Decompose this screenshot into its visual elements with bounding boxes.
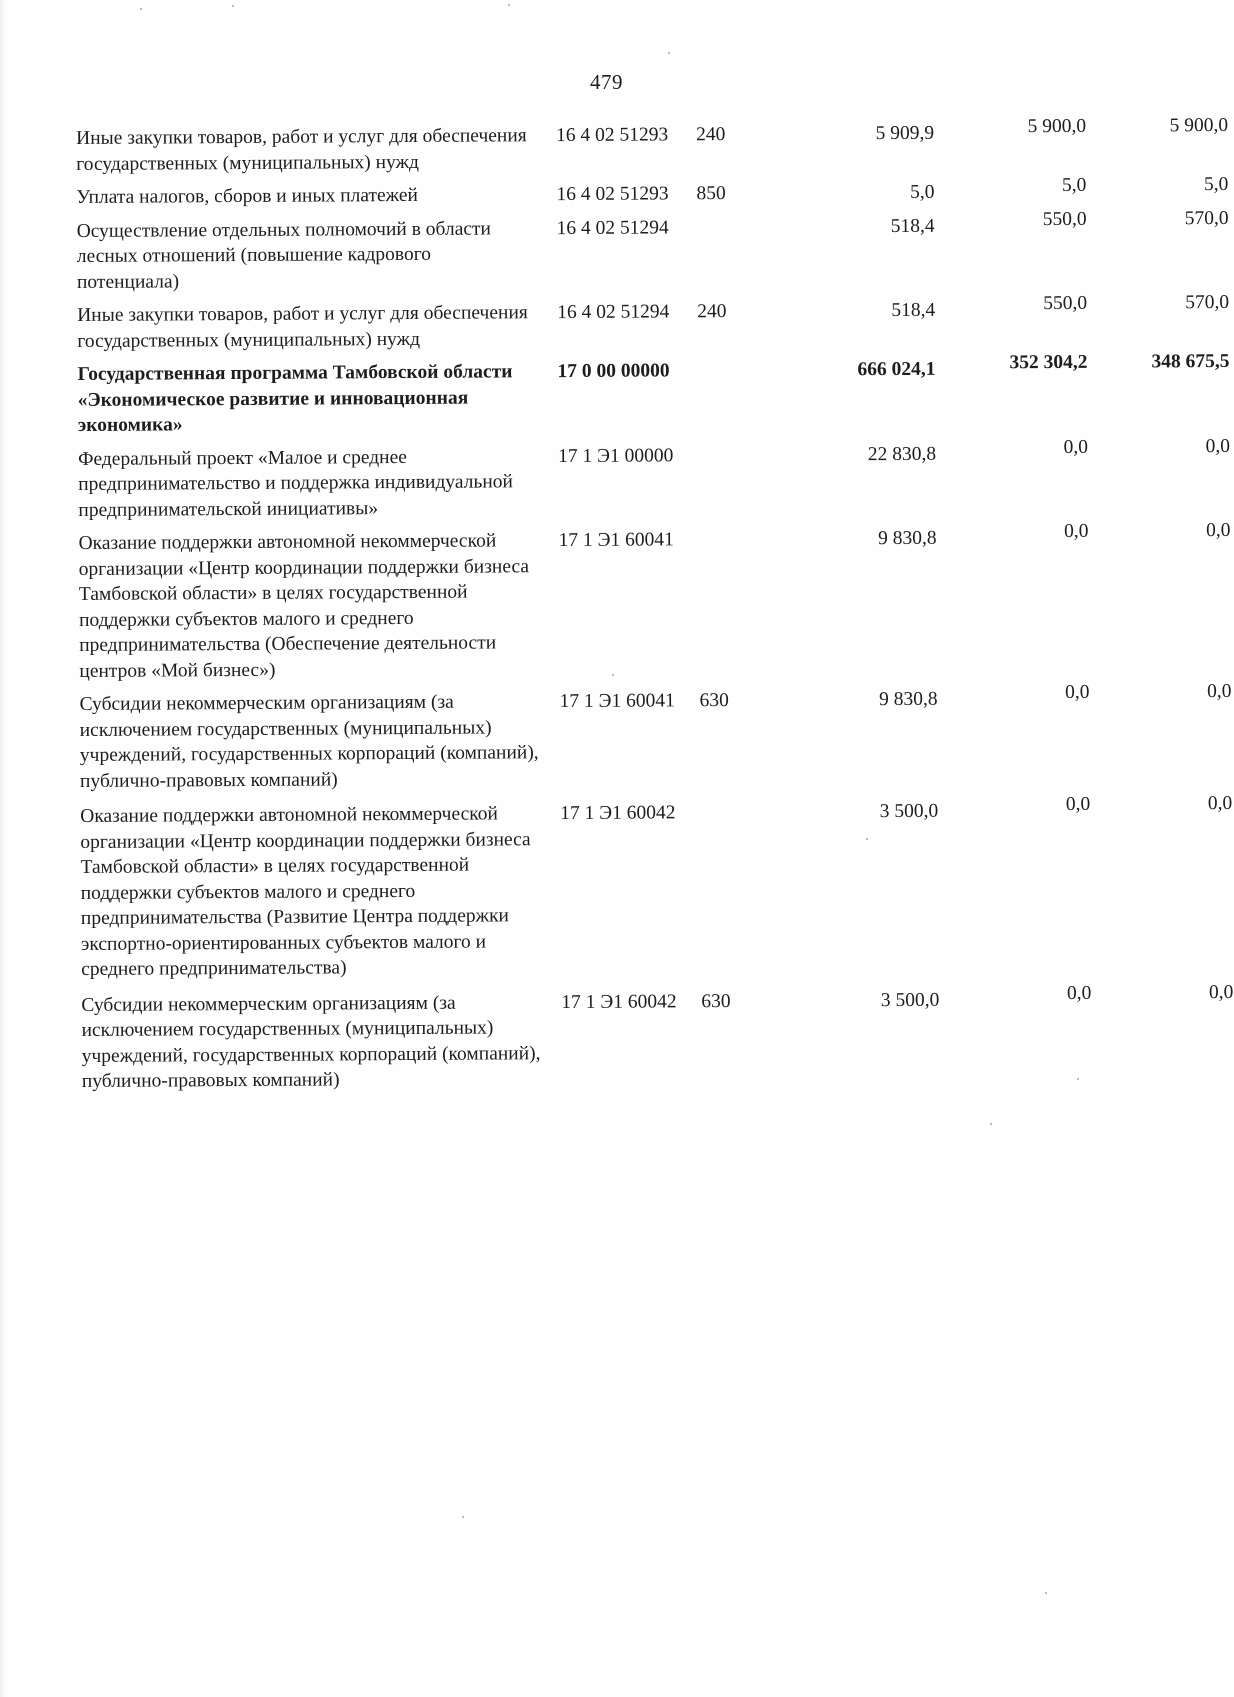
scan-speck [990,1123,992,1125]
row-code: 17 1 Э1 60041 [559,690,675,713]
row-name: Государственная программа Тамбовской области «Экономическое развитие и инновационная экономика» [77,361,513,436]
table-row [77,435,1231,523]
scan-speck [612,674,614,676]
row-value-year-1: 518,4 [891,299,936,322]
row-code: 17 1 Э1 60042 [561,990,677,1013]
row-expense-type: 630 [699,690,729,712]
row-value-year-1: 666 024,1 [857,358,936,381]
row-value-year-2: 0,0 [1063,436,1089,458]
row-value-year-2: 5,0 [1061,174,1087,196]
row-code: 17 1 Э1 60042 [560,802,676,825]
row-value-year-1: 5 909,9 [875,122,935,145]
row-value-year-2: 0,0 [1065,681,1090,703]
scan-speck [508,4,510,6]
row-value-year-1: 5,0 [909,181,935,203]
row-value-year-2: 352 304,2 [1009,351,1088,374]
row-name: Иные закупки товаров, работ и услуг для обеспечения государственных (муниципальных) нужд [76,125,527,175]
row-expense-type: 850 [696,183,726,205]
row-value-year-2: 5 900,0 [1027,115,1087,138]
scan-edge-shadow [0,0,6,1697]
row-code: 16 4 02 51293 [556,183,669,206]
row-code: 17 1 Э1 00000 [557,444,674,467]
row-value-year-1: 22 830,8 [867,443,937,465]
row-name: Осуществление отдельных полномочий в области лесных отношений (повышение кадрового потенциала) [76,217,492,293]
scan-speck [140,8,142,10]
row-value-year-2: 0,0 [1065,793,1091,815]
row-code: 16 4 02 51293 [556,124,669,147]
row-value-year-3: 0,0 [1207,792,1233,815]
table-row [80,792,1233,982]
row-value-year-3: 0,0 [1207,680,1232,703]
row-name: Субсидии некоммерческим организациям (за исключением государственных (муниципальных) учреждений, государственных корпораций (компаний), публично-правовых компаний) [79,691,539,792]
row-name: Федеральный проект «Малое и среднее предпринимательство и поддержка индивидуальной предпринимательской инициативы» [77,446,514,521]
row-code: 16 4 02 51294 [557,301,670,324]
row-value-year-2: 0,0 [1064,520,1089,542]
row-name: Оказание поддержки автономной некоммерческой организации «Центр координации поддержки бизнеса Тамбовской области» в целях государственной поддержки субъектов малого и среднего предпринимательства (Развитие Центра поддержки экспортно-ориентированных субъектов малого и среднего предпринимательства) [80,803,531,980]
table-row [76,114,1229,177]
row-value-year-3: 0,0 [1206,519,1231,542]
row-value-year-3: 570,0 [1185,291,1230,314]
row-value-year-3: 348 675,5 [1151,350,1230,373]
row-name: Субсидии некоммерческим организациям (за исключением государственных (муниципальных) учреждений, государственных корпораций (компаний), публично-правовых компаний) [81,992,541,1092]
row-value-year-2: 0,0 [1066,982,1092,1004]
scan-speck [232,5,234,7]
row-value-year-3: 5 900,0 [1169,114,1229,137]
row-value-year-1: 9 830,8 [877,527,937,550]
row-name: Уплата налогов, сборов и иных платежей [76,184,419,208]
scan-speck [462,1516,464,1518]
row-value-year-1: 9 830,8 [878,688,938,711]
row-value-year-3: 0,0 [1205,435,1231,457]
scan-speck [1077,1078,1079,1080]
row-code: 16 4 02 51294 [556,216,669,239]
row-code: 17 1 Э1 60041 [558,529,674,552]
table-row [76,207,1229,295]
row-value-year-2: 550,0 [1042,208,1087,230]
row-name: Оказание поддержки автономной некоммерческой организации «Центр координации поддержки бизнеса Тамбовской области» в целях государственной поддержки субъектов малого и среднего предпринимательства (Обеспечение деятельности центров «Мой бизнес») [78,530,530,682]
row-code: 17 0 00 00000 [557,360,670,383]
table-row [81,981,1234,1095]
table-row [77,350,1230,438]
table-row [76,173,1229,210]
row-value-year-1: 3 500,0 [879,800,939,823]
table-row [78,519,1231,684]
row-value-year-1: 3 500,0 [880,989,940,1011]
row-value-year-3: 5,0 [1203,173,1229,196]
budget-table [76,114,1234,1100]
table-row [79,680,1232,794]
row-value-year-3: 0,0 [1208,981,1234,1003]
scan-speck [866,838,868,840]
table-row [77,291,1230,354]
row-expense-type: 240 [696,124,726,146]
row-expense-type: 240 [697,301,727,323]
scan-speck [668,52,670,54]
row-value-year-1: 518,4 [890,215,935,237]
row-name: Иные закупки товаров, работ и услуг для обеспечения государственных (муниципальных) нужд [77,302,528,352]
row-expense-type: 630 [701,990,731,1012]
page-number: 479 [590,70,623,94]
scan-speck [1045,1592,1047,1594]
row-value-year-2: 550,0 [1043,292,1088,315]
row-value-year-3: 570,0 [1184,207,1229,229]
